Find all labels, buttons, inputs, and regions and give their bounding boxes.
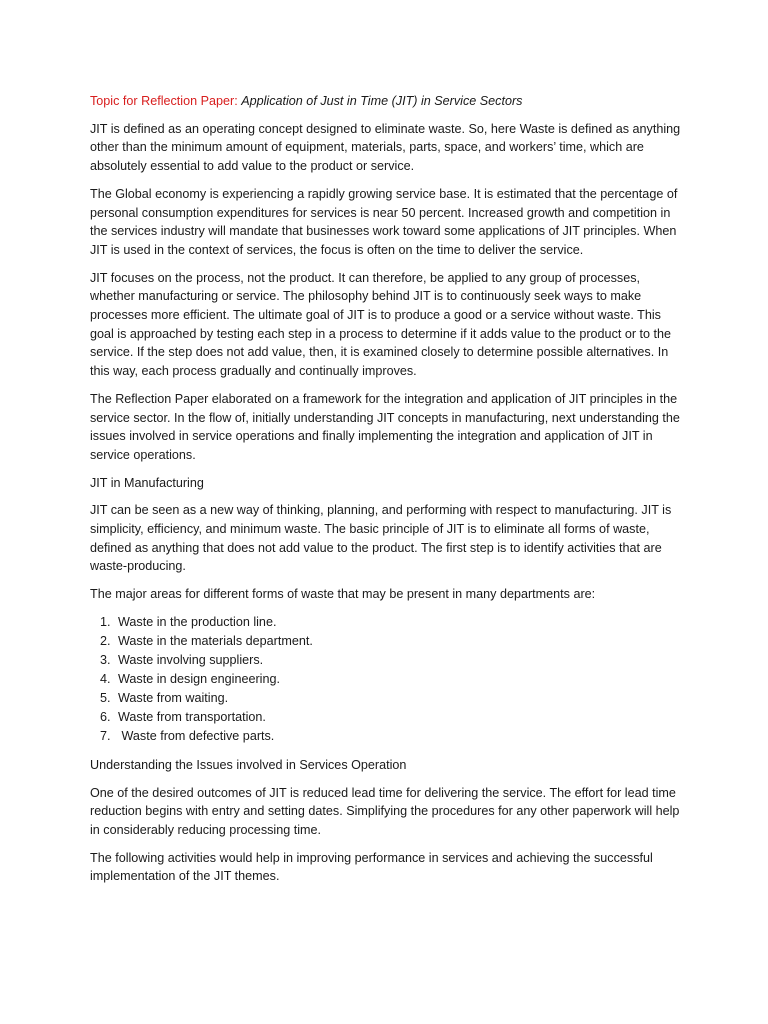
list-text: Waste in the materials department. — [118, 633, 313, 648]
waste-list — [90, 613, 682, 746]
paragraph-lead-time: One of the desired outcomes of JIT is reduced lead time for delivering the service. The effort for lead time reduction begins with entry and setting dates. Simplifying the procedures for any other paperwork will help in considerably reducing processing time. — [90, 785, 680, 837]
topic-label: Topic for Reflection Paper: — [90, 94, 238, 108]
paragraph-framework: The Reflection Paper elaborated on a framework for the integration and application of JIT principles in the service sector. In the flow of, initially understanding JIT concepts in manufacturing, next understanding the issues involved in service operations and finally implementing the integration and application of JIT in service operations. — [90, 391, 680, 462]
topic-line — [90, 92, 682, 111]
list-number: 3. — [100, 652, 111, 667]
section-heading-manufacturing: JIT in Manufacturing — [90, 475, 204, 490]
topic-title: Application of Just in Time (JIT) in Service Sectors — [241, 94, 523, 108]
list-text: Waste in the production line. — [118, 614, 277, 629]
list-item — [90, 613, 682, 632]
list-item — [90, 632, 682, 651]
list-text: Waste from defective parts. — [118, 728, 275, 743]
list-number: 6. — [100, 709, 111, 724]
paragraph-manufacturing: JIT can be seen as a new way of thinking, planning, and performing with respect to manufacturing. JIT is simplicity, efficiency, and minimum waste. The basic principle of JIT is to eliminate all forms of waste, defined as anything that does not add value to the product. The first step is to identify activities that are waste-producing. — [90, 503, 672, 574]
list-number: 2. — [100, 633, 111, 648]
paragraph-global-economy: The Global economy is experiencing a rapidly growing service base. It is estimated that the percentage of personal consumption expenditures for services is near 50 percent. Increased growth and competition in the services industry will mandate that businesses work toward some applications of JIT principles. When JIT is used in the context of services, the focus is often on the time to deliver the service. — [90, 186, 678, 257]
list-item — [90, 708, 682, 727]
paragraph-activities: The following activities would help in improving performance in services and achieving the successful implementation of the JIT themes. — [90, 850, 653, 884]
paragraph-process-focus: JIT focuses on the process, not the product. It can therefore, be applied to any group of processes, whether manufacturing or service. The philosophy behind JIT is to continuously seek ways to make processes more efficient. The ultimate goal of JIT is to produce a good or a service without waste. This goal is approached by testing each step in a process to determine if it adds value to the product or to the service. If the step does not add value, then, it is examined closely to determine possible alternatives. In this way, each process gradually and continually improves. — [90, 270, 672, 379]
list-number: 5. — [100, 690, 111, 705]
document-page — [90, 92, 682, 895]
list-item — [90, 651, 682, 670]
paragraph-definition: JIT is defined as an operating concept designed to eliminate waste. So, here Waste is defined as anything other than the minimum amount of equipment, materials, parts, space, and workers’ time, which are absolutely essential to add value to the product or service. — [90, 121, 681, 174]
list-item — [90, 689, 682, 708]
list-text: Waste from transportation. — [118, 709, 266, 724]
list-number: 1. — [100, 614, 111, 629]
section-heading-services: Understanding the Issues involved in Services Operation — [90, 757, 407, 772]
list-text: Waste from waiting. — [118, 690, 229, 705]
paragraph-waste-areas: The major areas for different forms of waste that may be present in many departments are: — [90, 587, 596, 602]
list-text: Waste in design engineering. — [118, 671, 280, 686]
list-number: 7. — [100, 728, 111, 743]
list-item — [90, 727, 682, 746]
list-item — [90, 670, 682, 689]
list-text: Waste involving suppliers. — [118, 652, 264, 667]
list-number: 4. — [100, 671, 111, 686]
